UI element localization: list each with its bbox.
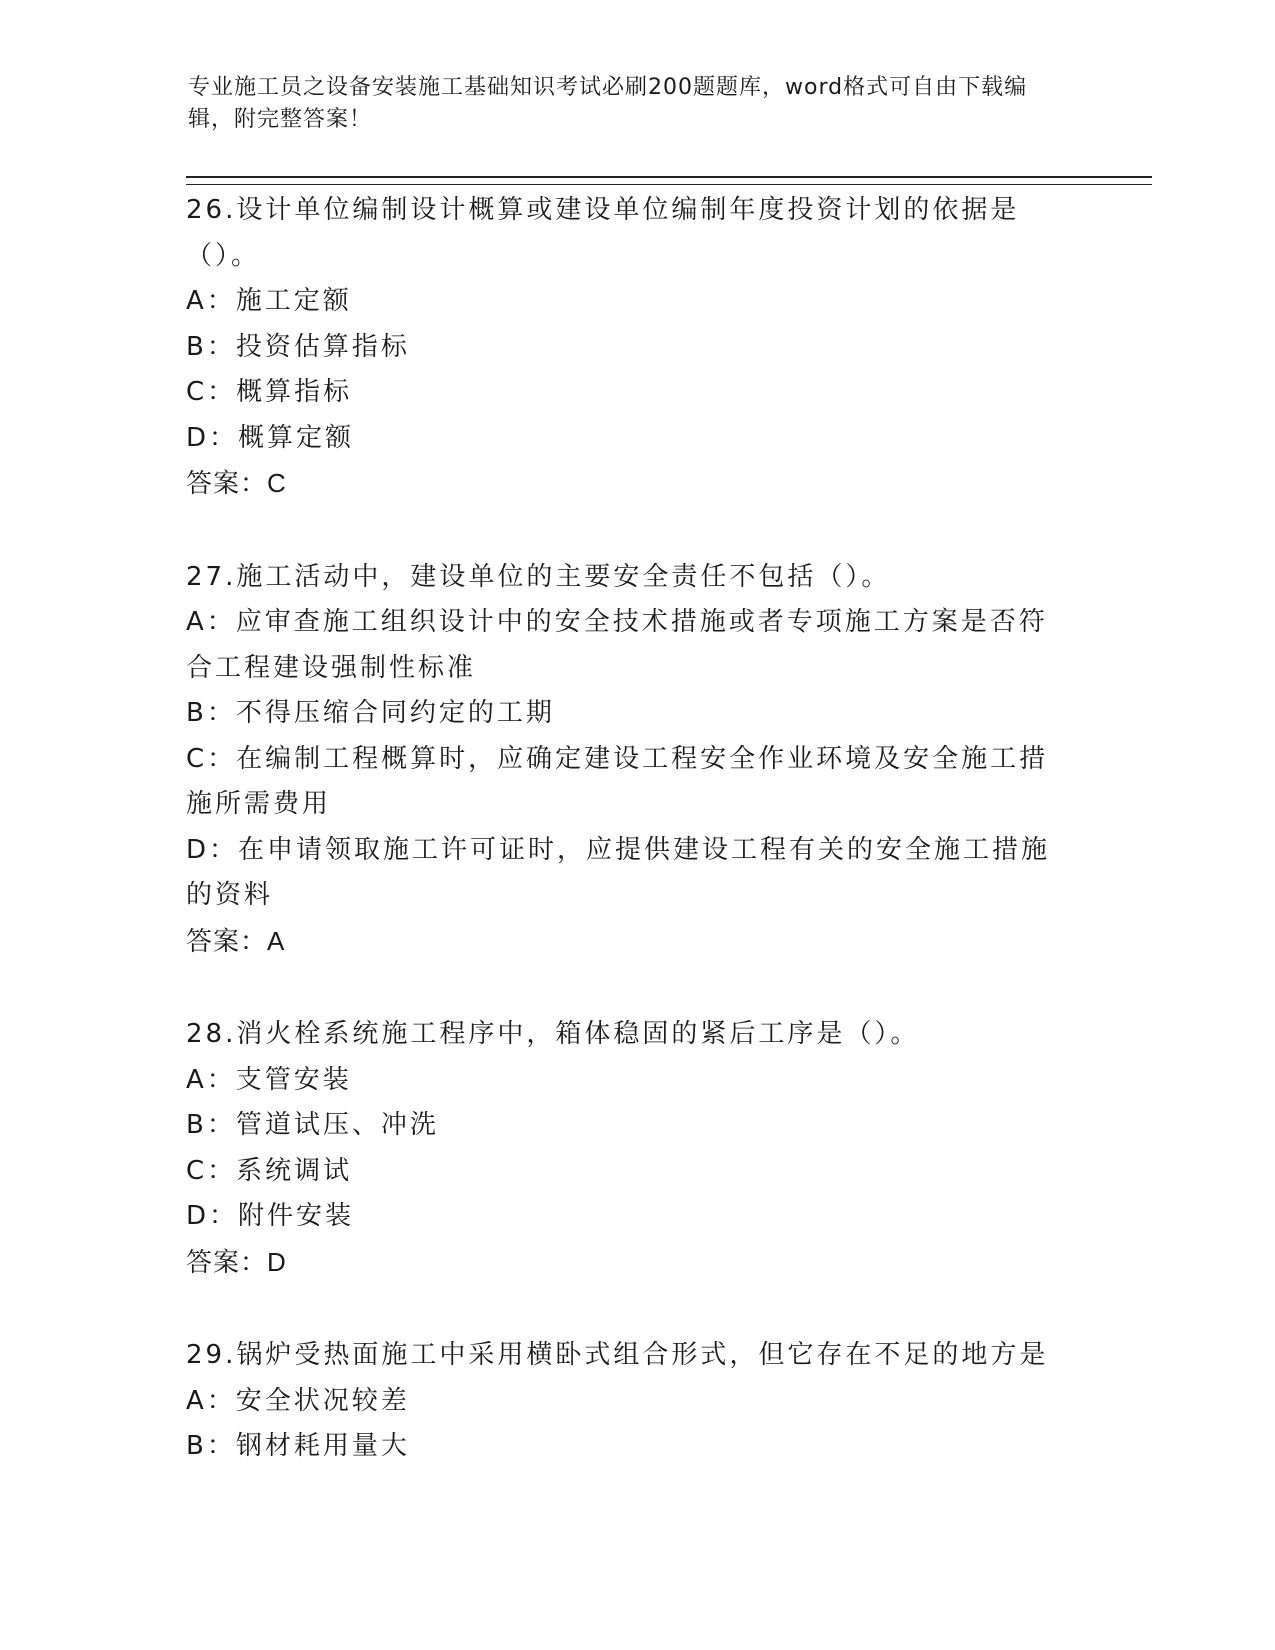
option-a: A：施工定额 [186, 286, 352, 316]
header-text: 专业施工员之设备安装施工基础知识考试必刷200题题库，word格式可自由下载编辑，附完整答案！ [188, 75, 1028, 132]
option-d: D：概算定额 [186, 422, 355, 453]
question-stem: 26.设计单位编制设计概算或建设单位编制年度投资计划的依据是（）。 [186, 195, 1020, 271]
option-a: A：安全状况较差 [186, 1385, 410, 1416]
option-b: B：不得压缩合同约定的工期 [186, 698, 555, 728]
question-28 [186, 1012, 1066, 1285]
answer-label: 答案：D [186, 1246, 287, 1277]
question-list [186, 188, 1066, 1518]
option-b: B：投资估算指标 [186, 331, 410, 362]
question-stem: 27.施工活动中，建设单位的主要安全责任不包括（）。 [186, 561, 891, 592]
question-29 [186, 1333, 1066, 1470]
question-27 [186, 555, 1066, 965]
option-c: C：系统调试 [186, 1155, 353, 1186]
question-stem: 28.消火栓系统施工程序中，箱体稳固的紧后工序是（）。 [186, 1019, 920, 1049]
document-header [188, 72, 1068, 136]
answer-label: 答案：A [186, 925, 286, 956]
option-c: C：概算指标 [186, 377, 353, 407]
option-a: A：支管安装 [186, 1064, 352, 1095]
option-c: C：在编制工程概算时，应确定建设工程安全作业环境及安全施工措施所需费用 [186, 743, 1049, 819]
option-b: B：钢材耗用量大 [186, 1431, 410, 1461]
option-d: D：附件安装 [186, 1201, 355, 1231]
option-d: D：在申请领取施工许可证时，应提供建设工程有关的安全施工措施的资料 [186, 834, 1051, 910]
answer-label: 答案：C [186, 468, 287, 498]
question-26 [186, 188, 1066, 507]
option-a: A：应审查施工组织设计中的安全技术措施或者专项施工方案是否符合工程建设强制性标准 [186, 607, 1048, 683]
header-divider [186, 176, 1152, 185]
option-b: B：管道试压、冲洗 [186, 1110, 439, 1140]
question-stem: 29.锅炉受热面施工中采用横卧式组合形式，但它存在不足的地方是 [186, 1340, 1049, 1370]
